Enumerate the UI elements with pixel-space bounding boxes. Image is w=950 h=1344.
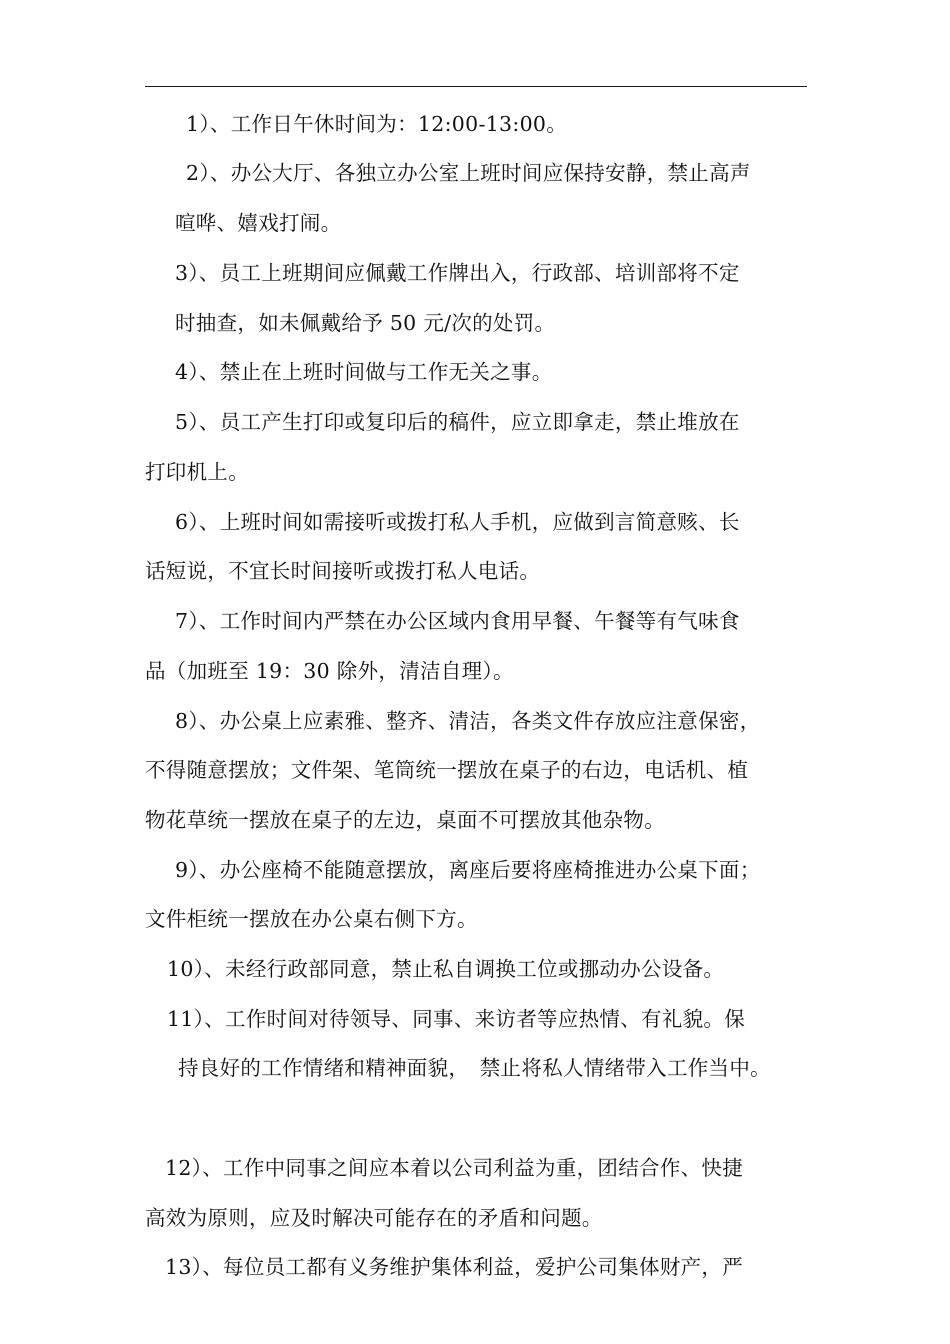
header-rule bbox=[145, 86, 807, 87]
text-line: 品（加班至 19：30 除外，清洁自理）。 bbox=[145, 659, 514, 683]
text-line: 6）、上班时间如需接听或拨打私人手机，应做到言简意赅、长 bbox=[175, 510, 740, 534]
text-line: 3）、员工上班期间应佩戴工作牌出入，行政部、培训部将不定 bbox=[175, 261, 740, 285]
text-line: 8）、办公桌上应素雅、整齐、清洁，各类文件存放应注意保密， bbox=[175, 709, 761, 733]
text-line: 4）、禁止在上班时间做与工作无关之事。 bbox=[175, 360, 553, 384]
text-line: 2）、办公大厅、各独立办公室上班时间应保持安静，禁止高声 bbox=[186, 161, 751, 185]
text-line: 5）、员工产生打印或复印后的稿件，应立即拿走，禁止堆放在 bbox=[175, 410, 740, 434]
text-line: 10）、未经行政部同意，禁止私自调换工位或挪动办公设备。 bbox=[167, 957, 725, 981]
text-line: 11）、工作时间对待领导、同事、来访者等应热情、有礼貌。保 bbox=[167, 1007, 746, 1031]
text-line: 1）、工作日午休时间为：12:00-13:00。 bbox=[186, 112, 568, 136]
text-line: 12）、工作中同事之间应本着以公司利益为重，团结合作、快捷 bbox=[165, 1156, 744, 1180]
text-line: 持良好的工作情绪和精神面貌， 禁止将私人情绪带入工作当中。 bbox=[178, 1056, 771, 1080]
text-line: 物花草统一摆放在桌子的左边，桌面不可摆放其他杂物。 bbox=[145, 808, 665, 832]
text-line: 高效为原则，应及时解决可能存在的矛盾和问题。 bbox=[145, 1206, 603, 1230]
text-line: 时抽查，如未佩戴给予 50 元/次的处罚。 bbox=[175, 311, 556, 335]
text-line: 话短说，不宜长时间接听或拨打私人电话。 bbox=[145, 559, 541, 583]
text-line: 13）、每位员工都有义务维护集体利益，爱护公司集体财产，严 bbox=[165, 1255, 744, 1279]
text-line: 7）、工作时间内严禁在办公区域内食用早餐、午餐等有气味食 bbox=[175, 609, 740, 633]
text-line: 9）、办公座椅不能随意摆放，离座后要将座椅推进办公桌下面； bbox=[175, 858, 761, 882]
text-line: 文件柜统一摆放在办公桌右侧下方。 bbox=[145, 907, 478, 931]
text-line: 喧哗、嬉戏打闹。 bbox=[175, 211, 342, 235]
text-line: 打印机上。 bbox=[145, 460, 249, 484]
text-line: 不得随意摆放；文件架、笔筒统一摆放在桌子的右边，电话机、植 bbox=[145, 758, 749, 782]
